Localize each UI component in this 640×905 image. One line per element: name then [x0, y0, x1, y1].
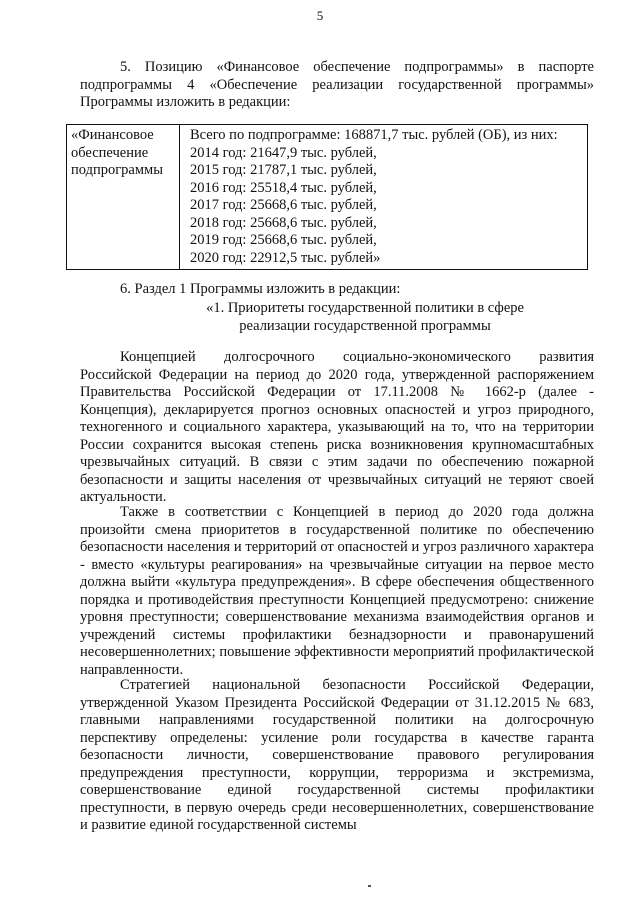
value-line-2019: 2019 год: 25668,6 тыс. рублей,	[190, 232, 377, 248]
value-line-2020: 2020 год: 22912,5 тыс. рублей»	[190, 249, 381, 266]
value-line-total: Всего по подпрограмме: 168871,7 тыс. рублей (ОБ), из них:	[190, 127, 558, 143]
label-line: «Финансовое	[71, 127, 154, 143]
value-line-2017: 2017 год: 25668,6 тыс. рублей,	[190, 197, 377, 213]
table-label-cell	[67, 125, 180, 270]
priorities-paragraph: Также в соответствии с Концепцией в период до 2020 года должна произойти смена приоритетов в государственной политике по обеспечению безопасности населения и территорий от опасностей и угроз различного характера - вместо «культуры реагирования» на чрезвычайные ситуации на первое место должна выйти «культура предупреждения». В сфере обеспечения общественного порядка и противодействия преступности Концепцией предусмотрено: снижение уровня преступности; совершенствование механизма взаимодействия органов и учреждений системы профилактики безнадзорности и правонарушений несовершеннолетних; повышение эффективности мероприятий профилактической направленности.	[80, 504, 594, 678]
concept-paragraph: Концепцией долгосрочного социально-экономического развития Российской Федерации на период до 2020 года, утвержденной распоряжением Правительства Российской Федерации от 17.11.2008 № 1662-р (далее - Концепция), декларируется прогноз основных опасностей и угроз природного, техногенного и социального характера, указывающий на то, что на территории России сохранится высокая степень риска возникновения крупномасштабных чрезвычайных ситуаций. В связи с этим задачи по обеспечению пожарной безопасности и защиты населения от чрезвычайных ситуаций не теряют своей актуальности.	[80, 349, 594, 505]
financing-table	[66, 124, 588, 270]
section-6-intro: 6. Раздел 1 Программы изложить в редакции:	[120, 281, 401, 297]
value-line-2018: 2018 год: 25668,6 тыс. рублей,	[190, 214, 377, 231]
table-row	[67, 125, 588, 270]
strategy-paragraph: Стратегией национальной безопасности Российской Федерации, утвержденной Указом Президента Российской Федерации от 31.12.2015 № 683, главными направлениями государственной политики на долгосрочную перспективу определены: усиление роли государства в качестве гаранта безопасности личности, совершенствование правового регулирования предупреждения преступности, коррупции, терроризма и экстремизма, совершенствование единой государственной системы профилактики преступности, в первую очередь среди несовершеннолетних, совершенствование и развитие единой государственной системы	[80, 677, 594, 833]
heading-line-2: реализации государственной программы	[239, 317, 491, 334]
label-line: подпрограммы	[71, 162, 163, 178]
page-number: 5	[316, 8, 324, 23]
section-heading	[150, 300, 580, 335]
value-line-2016: 2016 год: 25518,4 тыс. рублей,	[190, 179, 377, 196]
label-line: обеспечение	[71, 144, 149, 161]
table-value-cell	[180, 125, 588, 270]
scan-speck	[368, 885, 371, 887]
value-line-2015: 2015 год: 21787,1 тыс. рублей,	[190, 162, 377, 178]
section-5-paragraph: 5. Позицию «Финансовое обеспечение подпрограммы» в паспорте подпрограммы 4 «Обеспечение реализации государственной программы» Программы изложить в редакции:	[80, 59, 594, 110]
heading-line-1: «1. Приоритеты государственной политики в сфере	[206, 300, 524, 316]
value-line-2014: 2014 год: 21647,9 тыс. рублей,	[190, 144, 377, 161]
